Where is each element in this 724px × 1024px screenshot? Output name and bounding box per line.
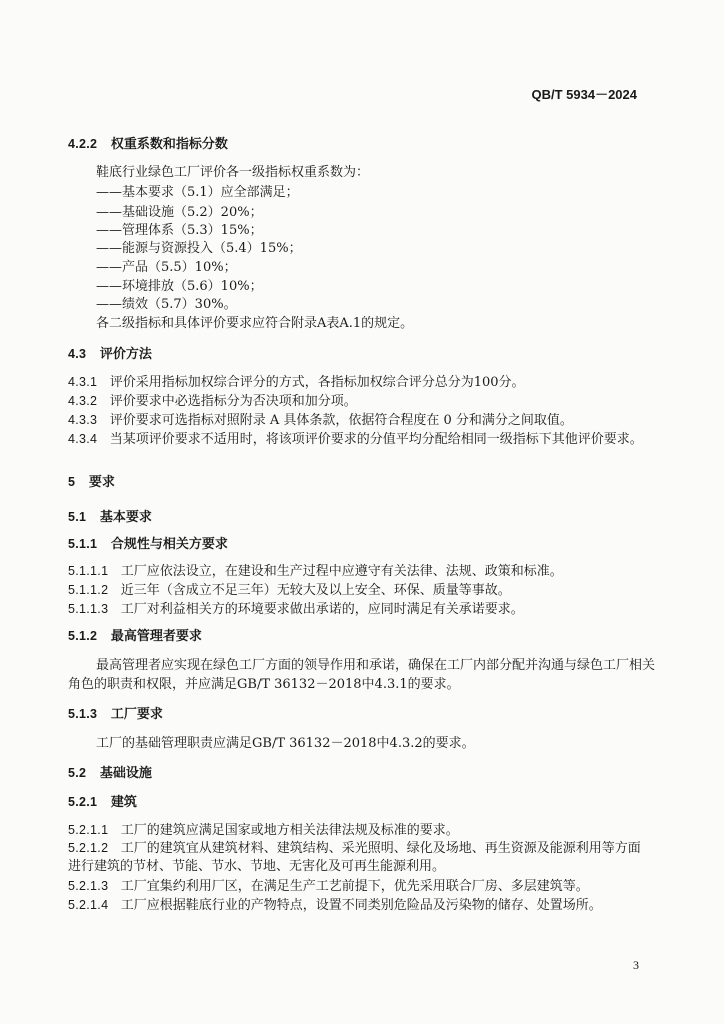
paragraph: 最高管理者应实现在绿色工厂方面的领导作用和承诺，确保在工厂内部分配并沟通与绿色工厂相关 xyxy=(96,658,656,673)
clause-continuation: 进行建筑的节材、节能、节水、节地、无害化及可再生能源利用。 xyxy=(68,859,446,874)
list-item: ——环境排放（5.6）10%； xyxy=(96,279,263,294)
clause-4-3-1 xyxy=(68,374,525,391)
clause-text: 工厂的建筑宜从建筑材料、建筑结构、采光照明、绿化及场地、再生资源及能源利用等方面 xyxy=(120,841,641,856)
clause-text: 工厂的建筑应满足国家或地方相关法律法规及标准的要求。 xyxy=(120,823,459,838)
clause-number: 5.2.1.2 xyxy=(68,841,109,855)
clause-number: 4.3.2 xyxy=(68,394,98,408)
section-number: 5.1.1 xyxy=(68,537,98,551)
standard-code: QB/T 5934－2024 xyxy=(531,87,637,102)
clause-text: 评价采用指标加权综合评分的方式，各指标加权综合评分总分为100分。 xyxy=(109,375,525,390)
clause-text: 近三年（含成立不足三年）无较大及以上安全、环保、质量等事故。 xyxy=(120,583,511,598)
clause-number: 4.3.1 xyxy=(68,375,98,389)
heading-5-2 xyxy=(68,765,152,782)
list-item: ——能源与资源投入（5.4）15%； xyxy=(96,241,302,256)
list-item: ——绩效（5.7）30%。 xyxy=(96,297,237,312)
clause-5-1-1-1 xyxy=(68,563,563,580)
clause-5-1-1-3 xyxy=(68,601,524,618)
clause-4-3-3 xyxy=(68,412,573,429)
section-title: 评价方法 xyxy=(99,347,152,362)
clause-4-3-4 xyxy=(68,431,643,448)
clause-5-2-1-2 xyxy=(68,840,641,857)
heading-4-2-2 xyxy=(68,136,228,153)
clause-text: 工厂对利益相关方的环境要求做出承诺的，应同时满足有关承诺要求。 xyxy=(120,602,524,617)
list-item: ——管理体系（5.3）15%； xyxy=(96,223,263,238)
section-title: 建筑 xyxy=(110,795,137,810)
clause-text: 当某项评价要求不适用时，将该项评价要求的分值平均分配给相同一级指标下其他评价要求。 xyxy=(109,432,643,447)
clause-number: 5.1.1.3 xyxy=(68,602,109,616)
section-number: 4.2.2 xyxy=(68,137,98,151)
clause-number: 4.3.4 xyxy=(68,432,98,446)
heading-5-1 xyxy=(68,509,152,526)
section-number: 5.2 xyxy=(68,766,87,780)
clause-5-2-1-1 xyxy=(68,822,459,839)
clause-text: 工厂宜集约利用厂区，在满足生产工艺前提下，优先采用联合厂房、多层建筑等。 xyxy=(120,879,589,894)
list-item: ——产品（5.5）10%； xyxy=(96,260,237,275)
clause-5-2-1-4 xyxy=(68,897,602,914)
section-title: 基本要求 xyxy=(99,510,152,525)
section-number: 5.1.2 xyxy=(68,629,98,643)
heading-5-1-2 xyxy=(68,628,202,645)
section-number: 5 xyxy=(68,475,76,489)
section-title: 权重系数和指标分数 xyxy=(110,137,228,152)
section-title: 工厂要求 xyxy=(110,707,163,722)
heading-5 xyxy=(68,474,115,491)
section-number: 5.1.3 xyxy=(68,707,98,721)
paragraph: 鞋底行业绿色工厂评价各一级指标权重系数为： xyxy=(96,165,370,180)
clause-5-1-1-2 xyxy=(68,582,511,599)
heading-5-1-3 xyxy=(68,706,163,723)
clause-4-3-2 xyxy=(68,393,357,410)
section-title: 最高管理者要求 xyxy=(110,629,202,644)
section-title: 要求 xyxy=(88,475,115,490)
paragraph: 各二级指标和具体评价要求应符合附录A表A.1的规定。 xyxy=(96,316,414,331)
heading-4-3 xyxy=(68,346,152,363)
section-title: 基础设施 xyxy=(99,766,152,781)
list-item: ——基本要求（5.1）应全部满足； xyxy=(96,185,299,200)
clause-text: 工厂应依法设立，在建设和生产过程中应遵守有关法律、法规、政策和标准。 xyxy=(120,564,563,579)
heading-5-1-1 xyxy=(68,536,228,553)
section-title: 合规性与相关方要求 xyxy=(110,537,228,552)
heading-5-2-1 xyxy=(68,794,137,811)
clause-text: 评价要求可选指标对照附录 A 具体条款，依据符合程度在 0 分和满分之间取值。 xyxy=(109,413,573,428)
clause-5-2-1-3 xyxy=(68,878,589,895)
clause-number: 4.3.3 xyxy=(68,413,98,427)
clause-text: 评价要求中必选指标分为否决项和加分项。 xyxy=(109,394,357,409)
clause-number: 5.1.1.2 xyxy=(68,583,109,597)
page-number: 3 xyxy=(633,958,639,972)
clause-number: 5.1.1.1 xyxy=(68,564,109,578)
clause-number: 5.2.1.1 xyxy=(68,823,109,837)
section-number: 4.3 xyxy=(68,347,87,361)
clause-text: 工厂应根据鞋底行业的产物特点，设置不同类别危险品及污染物的储存、处置场所。 xyxy=(120,898,602,913)
paragraph: 工厂的基础管理职责应满足GB/T 36132－2018中4.3.2的要求。 xyxy=(96,736,475,751)
section-number: 5.1 xyxy=(68,510,87,524)
section-number: 5.2.1 xyxy=(68,795,98,809)
paragraph: 角色的职责和权限，并应满足GB/T 36132－2018中4.3.1的要求。 xyxy=(68,677,460,692)
list-item: ——基础设施（5.2）20%； xyxy=(96,205,263,220)
clause-number: 5.2.1.4 xyxy=(68,898,109,912)
clause-number: 5.2.1.3 xyxy=(68,879,109,893)
